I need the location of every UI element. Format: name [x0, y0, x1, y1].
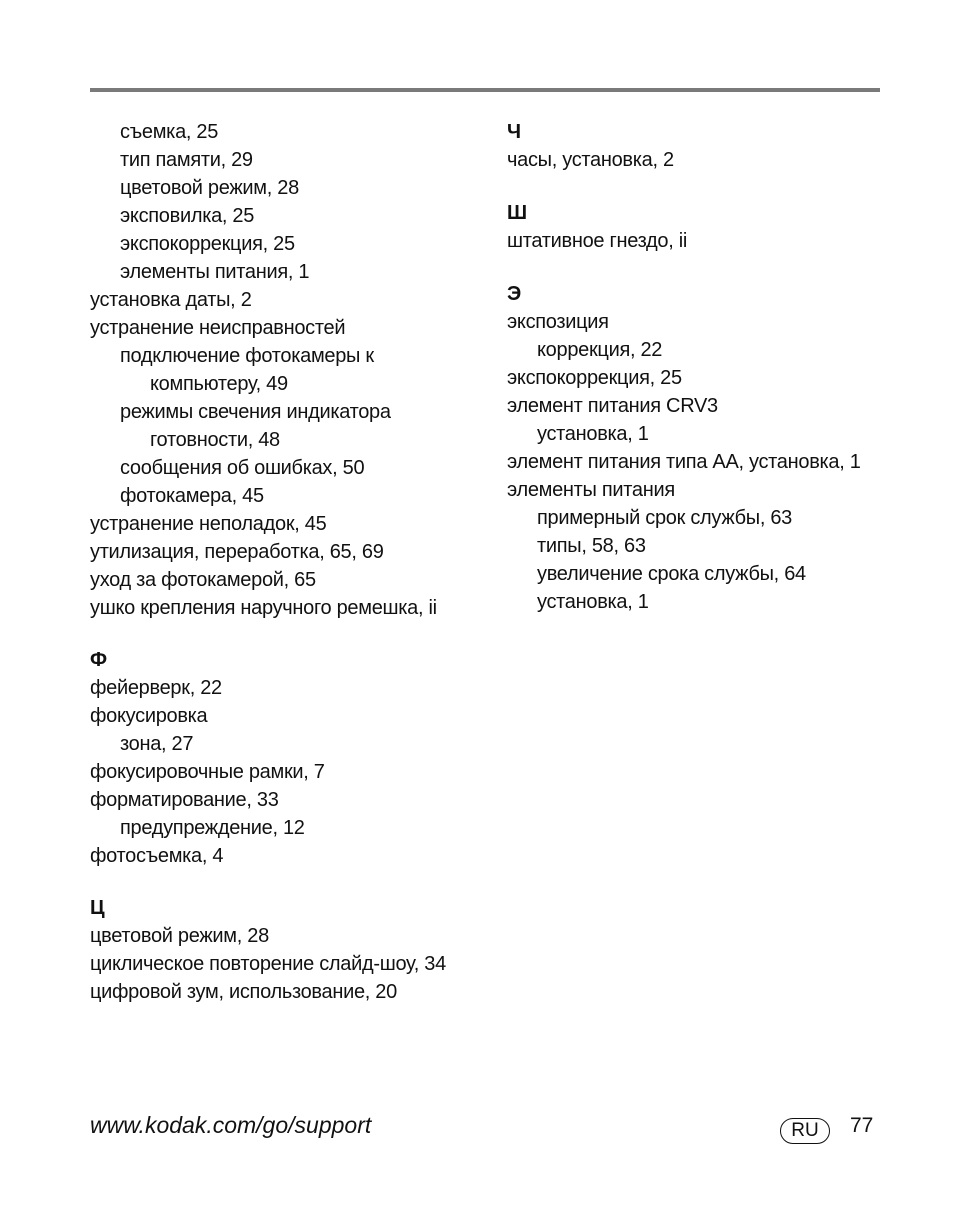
index-entry: элемент питания CRV3 [507, 395, 718, 417]
index-entry: часы, установка, 2 [507, 149, 674, 171]
index-entry: цветовой режим, 28 [120, 177, 299, 199]
index-entry: элементы питания [507, 479, 675, 501]
index-entry: коррекция, 22 [537, 339, 663, 361]
index-entry: тип памяти, 29 [120, 149, 253, 171]
index-entry: экспокоррекция, 25 [507, 367, 682, 389]
section-letter-f: Ф [90, 649, 107, 671]
index-section-ts [90, 922, 490, 1006]
index-section-ch [507, 146, 907, 174]
section-letter-sh: Ш [507, 202, 527, 224]
index-entry: утилизация, переработка, 65, 69 [90, 541, 384, 563]
index-entry: штативное гнездо, ii [507, 230, 688, 252]
index-entry: цифровой зум, использование, 20 [90, 981, 397, 1003]
section-letter-ts: Ц [90, 897, 105, 919]
index-entry: установка, 1 [537, 423, 649, 445]
index-entry: элементы питания, 1 [120, 261, 310, 283]
index-entry: фейерверк, 22 [90, 677, 222, 699]
index-entry: примерный срок службы, 63 [537, 507, 793, 529]
support-link[interactable]: www.kodak.com/go/support [90, 1112, 372, 1138]
index-column-right [507, 118, 907, 616]
index-entry: устранение неисправностей [90, 317, 346, 339]
index-entry: фотосъемка, 4 [90, 845, 224, 867]
index-column-left [90, 118, 490, 1006]
index-entry: режимы свечения индикатора [120, 401, 391, 423]
index-entry: экспокоррекция, 25 [120, 233, 295, 255]
page-number: 77 [850, 1114, 874, 1137]
header-rule [90, 88, 880, 92]
index-entry: циклическое повторение слайд-шоу, 34 [90, 953, 446, 975]
index-entry: установка, 1 [537, 591, 649, 613]
index-entry: подключение фотокамеры к [120, 345, 374, 367]
index-entry: сообщения об ошибках, 50 [120, 457, 365, 479]
index-entry: уход за фотокамерой, 65 [90, 569, 316, 591]
index-entry: готовности, 48 [150, 429, 280, 451]
index-entry: эксповилка, 25 [120, 205, 255, 227]
section-letter-ch: Ч [507, 121, 521, 143]
index-section-f [90, 674, 490, 870]
index-entry: цветовой режим, 28 [90, 925, 269, 947]
index-block-continued [90, 118, 490, 622]
index-entry: съемка, 25 [120, 121, 219, 143]
index-section-e [507, 308, 907, 616]
index-entry: форматирование, 33 [90, 789, 279, 811]
index-entry: типы, 58, 63 [537, 535, 646, 557]
index-entry: элемент питания типа AA, установка, 1 [507, 451, 861, 473]
index-entry: предупреждение, 12 [120, 817, 305, 839]
index-entry: увеличение срока службы, 64 [537, 563, 806, 585]
index-entry: фокусировка [90, 705, 208, 727]
index-entry: устранение неполадок, 45 [90, 513, 327, 535]
section-letter-e: Э [507, 283, 521, 305]
index-section-sh [507, 227, 907, 255]
index-entry: установка даты, 2 [90, 289, 252, 311]
index-entry: ушко крепления наручного ремешка, ii [90, 597, 437, 619]
index-entry: фокусировочные рамки, 7 [90, 761, 325, 783]
index-entry: зона, 27 [120, 733, 194, 755]
index-entry: экспозиция [507, 311, 609, 333]
index-entry: компьютеру, 49 [150, 373, 288, 395]
index-entry: фотокамера, 45 [120, 485, 264, 507]
language-badge: RU [780, 1118, 830, 1144]
